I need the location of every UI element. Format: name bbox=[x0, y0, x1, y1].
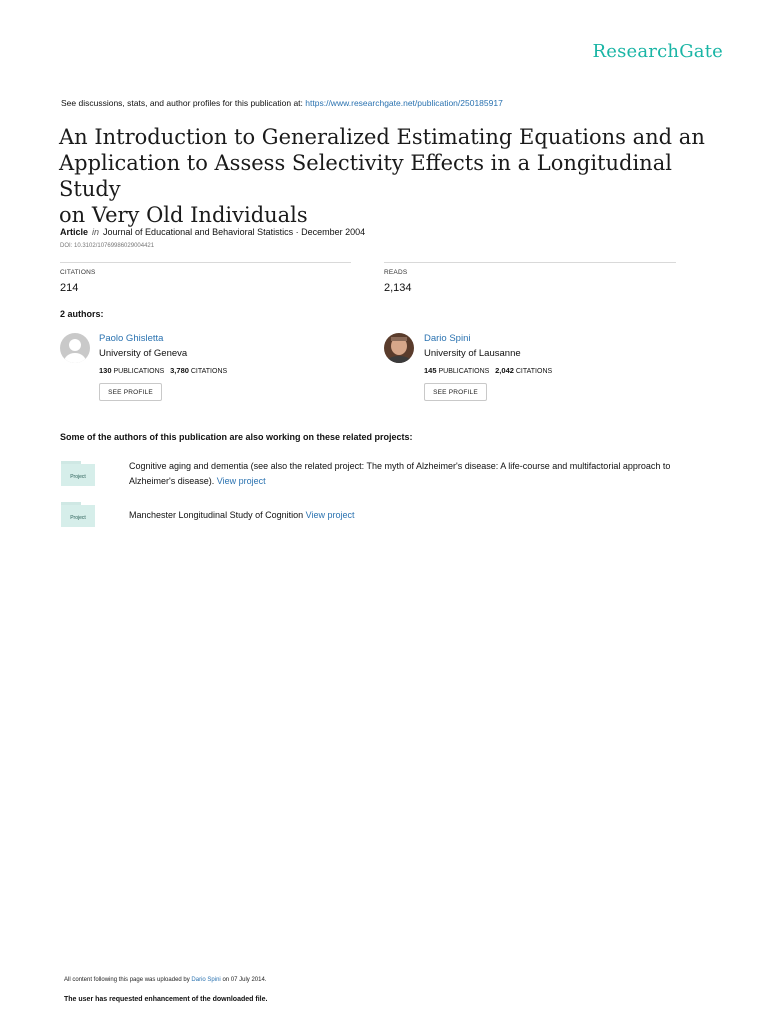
upload-prefix: All content following this page was uploaded by bbox=[64, 977, 190, 983]
article-info bbox=[60, 227, 365, 237]
publications-count: 145 bbox=[424, 366, 437, 375]
project-folder-icon bbox=[60, 501, 96, 528]
citations-label: CITATIONS bbox=[60, 269, 96, 276]
project-folder-icon bbox=[60, 460, 96, 487]
citations-count: 3,780 bbox=[170, 366, 189, 375]
author-stats bbox=[99, 366, 227, 375]
project-icon-label: Project bbox=[70, 515, 86, 521]
publications-label: PUBLICATIONS bbox=[438, 368, 490, 375]
title-line: on Very Old Individuals bbox=[59, 203, 308, 227]
author-affiliation: University of Geneva bbox=[99, 348, 188, 359]
project-item bbox=[129, 508, 709, 523]
paper-title bbox=[59, 124, 709, 228]
avatar-photo[interactable] bbox=[384, 333, 414, 363]
title-line: An Introduction to Generalized Estimating Equations and an bbox=[59, 125, 705, 149]
article-type: Article bbox=[60, 227, 89, 237]
view-project-link[interactable]: View project bbox=[216, 476, 266, 486]
uploader-link[interactable]: Dario Spini bbox=[191, 977, 221, 983]
see-profile-button[interactable]: SEE PROFILE bbox=[99, 383, 162, 401]
project-description: Alzheimer's disease). bbox=[129, 476, 215, 486]
upload-note bbox=[64, 977, 267, 983]
citations-label: CITATIONS bbox=[515, 368, 553, 375]
discussion-text: See discussions, stats, and author profiles for this publication at: bbox=[61, 98, 303, 108]
citations-count: 2,042 bbox=[495, 366, 514, 375]
reads-label: READS bbox=[384, 269, 408, 276]
upload-suffix: on 07 July 2014. bbox=[222, 977, 267, 983]
project-description: Manchester Longitudinal Study of Cognition bbox=[129, 510, 304, 520]
citations-value: 214 bbox=[60, 282, 79, 294]
author-stats bbox=[424, 366, 552, 375]
publication-url-link[interactable]: https://www.researchgate.net/publication/250185917 bbox=[305, 98, 503, 108]
project-item bbox=[129, 459, 709, 489]
journal-date: Journal of Educational and Behavioral Statistics · December 2004 bbox=[103, 227, 366, 237]
citations-label: CITATIONS bbox=[190, 368, 228, 375]
doi: DOI: 10.3102/10769986029004421 bbox=[60, 243, 155, 249]
enhancement-note: The user has requested enhancement of the downloaded file. bbox=[64, 996, 268, 1003]
divider bbox=[384, 262, 676, 263]
reads-value: 2,134 bbox=[384, 282, 412, 294]
related-projects-header: Some of the authors of this publication are also working on these related projects: bbox=[60, 432, 413, 442]
author-name-link[interactable]: Paolo Ghisletta bbox=[99, 333, 164, 344]
title-line: Application to Assess Selectivity Effects in a Longitudinal Study bbox=[59, 151, 672, 201]
project-description: Cognitive aging and dementia (see also the related project: The myth of Alzheimer's disease: A life-course and multifactorial approach to bbox=[129, 461, 671, 471]
project-icon-label: Project bbox=[70, 474, 86, 480]
researchgate-logo[interactable]: ResearchGate bbox=[592, 41, 723, 62]
view-project-link[interactable]: View project bbox=[305, 510, 355, 520]
author-affiliation: University of Lausanne bbox=[424, 348, 521, 359]
author-name-link[interactable]: Dario Spini bbox=[424, 333, 471, 344]
publications-label: PUBLICATIONS bbox=[113, 368, 165, 375]
publications-count: 130 bbox=[99, 366, 112, 375]
discussion-line bbox=[61, 98, 503, 108]
in-word: in bbox=[92, 227, 100, 237]
authors-header: 2 authors: bbox=[60, 309, 104, 319]
see-profile-button[interactable]: SEE PROFILE bbox=[424, 383, 487, 401]
avatar-placeholder[interactable] bbox=[60, 333, 90, 363]
divider bbox=[60, 262, 351, 263]
